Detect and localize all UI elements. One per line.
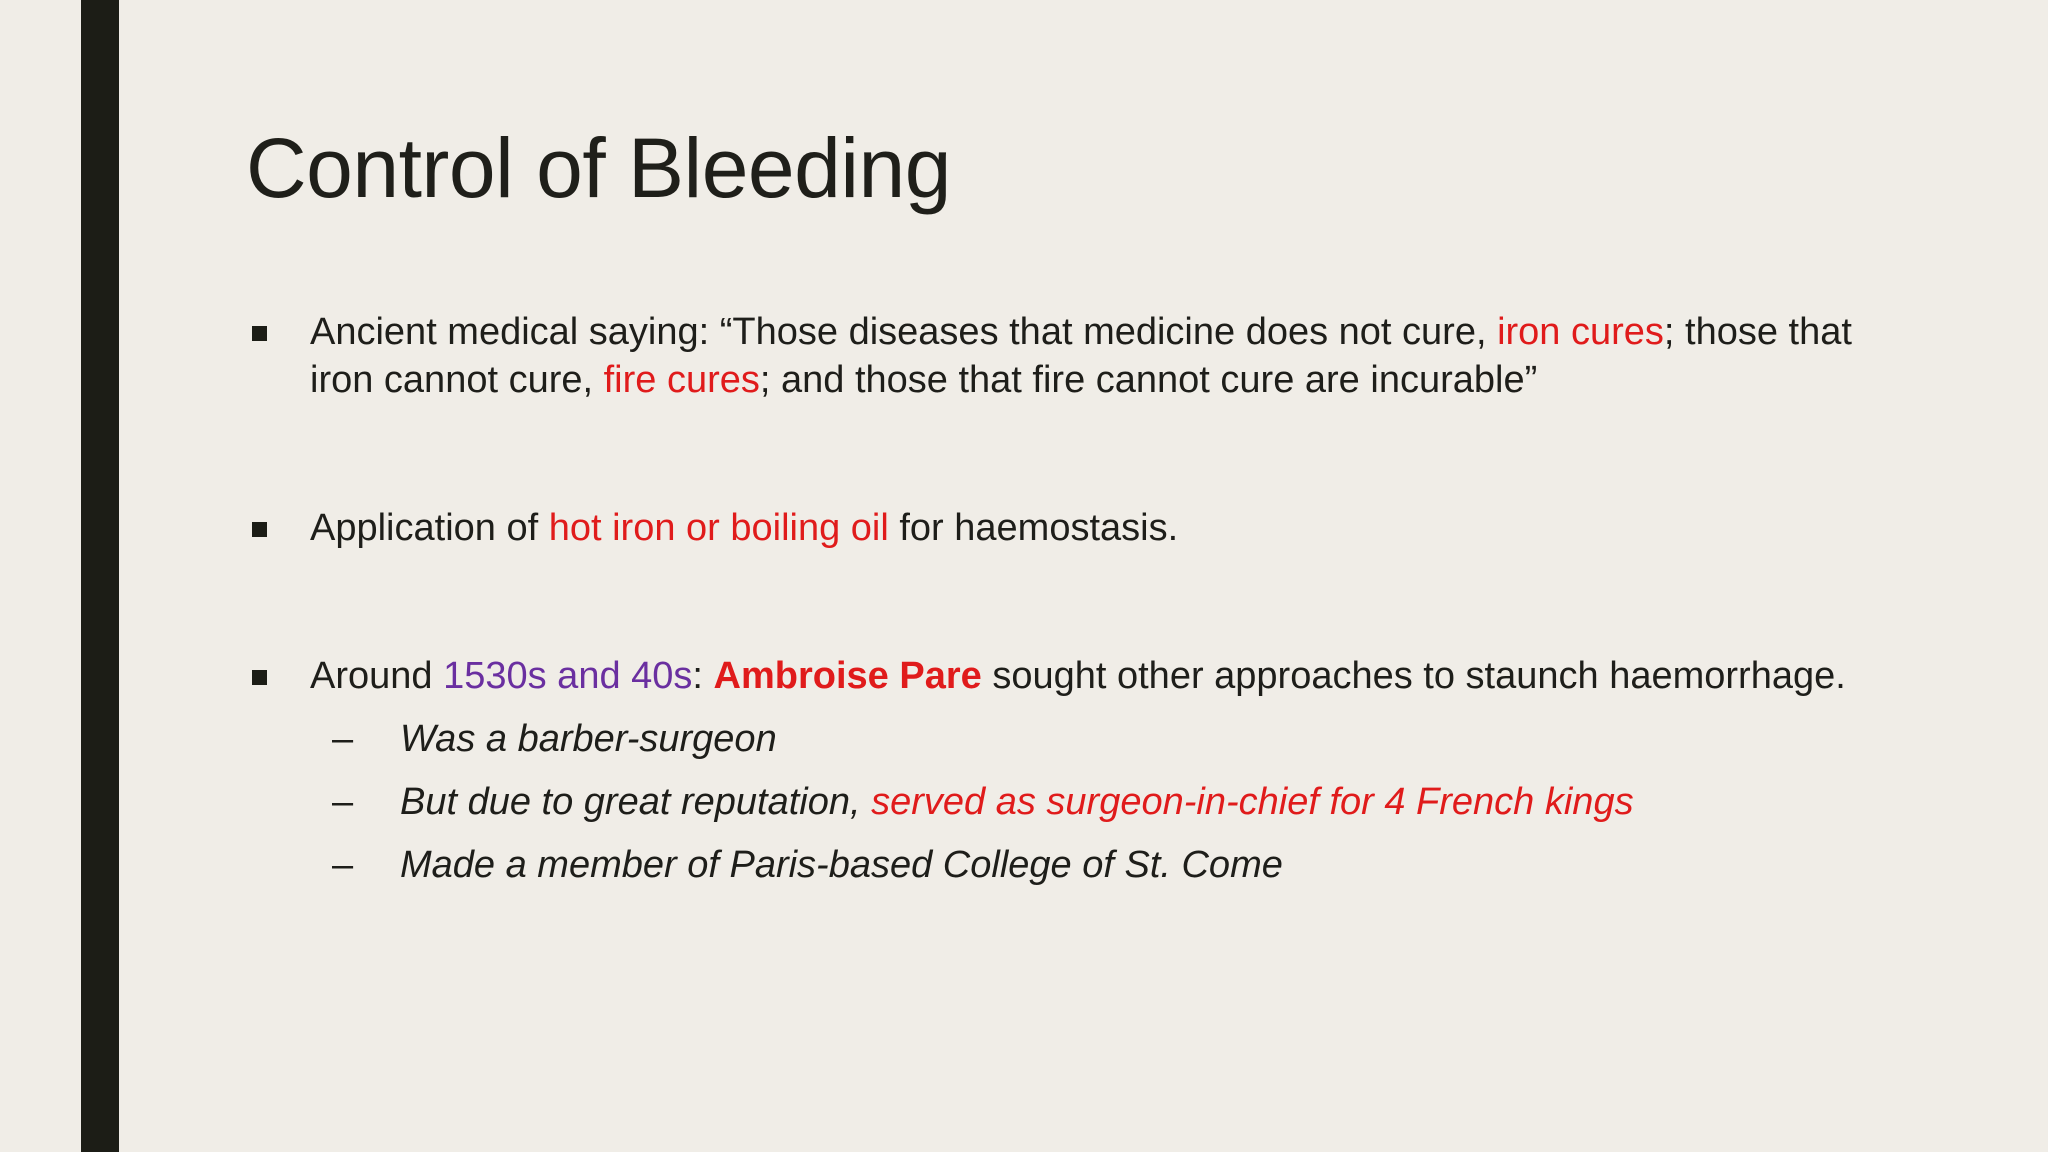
left-accent-bar: [81, 0, 119, 1152]
bullet-text: Ancient medical saying: “Those diseases that medicine does not cure,: [310, 311, 1498, 353]
highlight-surgeon-in-chief: served as surgeon-in-chief for 4 French kings: [871, 781, 1634, 823]
highlight-fire-cures: fire cures: [603, 359, 760, 401]
square-bullet-icon: [252, 326, 267, 341]
sub-bullet-text: Was a barber-surgeon: [400, 718, 777, 760]
bullet-text: ; those that iron cannot cure,: [310, 311, 1852, 401]
sub-bullet-reputation: [246, 771, 1886, 834]
sub-bullet-barber-surgeon: [246, 708, 1886, 771]
dash-bullet-icon: –: [332, 718, 354, 760]
bullet-text: sought other approaches to staunch haemorrhage.: [981, 655, 1846, 697]
square-bullet-icon: [252, 670, 267, 685]
highlight-hot-iron: hot iron or boiling oil: [548, 507, 889, 549]
highlight-iron-cures: iron cures: [1497, 311, 1664, 353]
bullet-text: Around: [310, 655, 444, 697]
dash-bullet-icon: –: [332, 781, 354, 823]
bullet-text: Application of: [310, 507, 549, 549]
bullet-text: ; and those that fire cannot cure are incurable”: [759, 359, 1538, 401]
bullet-ancient-saying: [246, 308, 1886, 404]
slide-title: Control of Bleeding: [246, 121, 951, 215]
sub-bullet-text: But due to great reputation,: [400, 781, 872, 823]
sub-bullet-text: Made a member of Paris-based College of St. Come: [400, 844, 1283, 886]
bullet-text: :: [692, 655, 714, 697]
sub-bullet-list: [246, 708, 1886, 897]
bullet-list: [246, 308, 1886, 897]
dash-bullet-icon: –: [332, 844, 354, 886]
square-bullet-icon: [252, 522, 267, 537]
bullet-application: [246, 504, 1886, 552]
bullet-text: for haemostasis.: [888, 507, 1179, 549]
bullet-ambroise-pare: [246, 652, 1886, 700]
highlight-years: 1530s and 40s: [443, 655, 693, 697]
highlight-name: Ambroise Pare: [713, 655, 982, 697]
sub-bullet-college: [246, 834, 1886, 897]
